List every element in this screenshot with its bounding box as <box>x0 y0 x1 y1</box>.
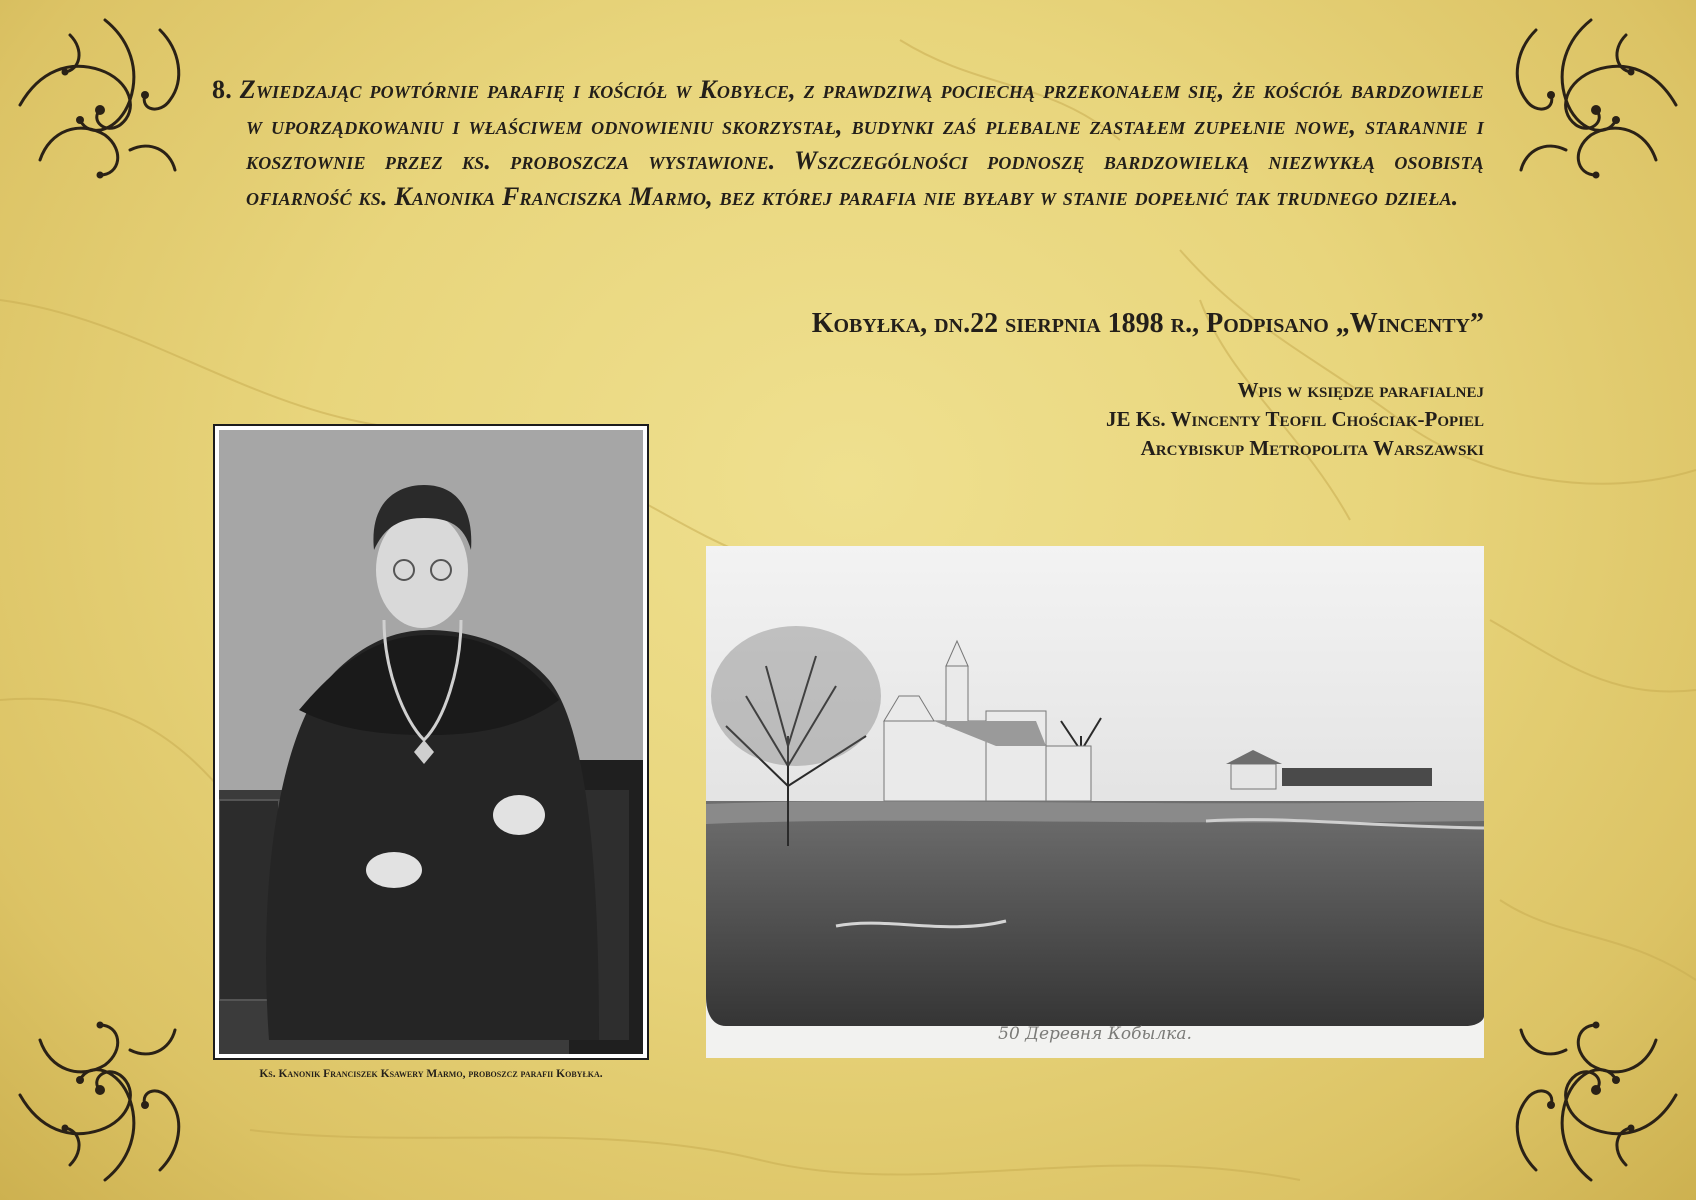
signature-line: Kobyłka, dn.22 sierpnia 1898 r., Podpisano „Wincenty” <box>811 308 1484 339</box>
corner-ornament-bottom-right <box>1496 1015 1686 1190</box>
corner-ornament-top-left <box>10 10 200 185</box>
landscape-photo <box>706 546 1484 1058</box>
paragraph-body: Zwiedzając powtórnie parafię i kościół w Kobyłce, z prawdziwą pociechą przekonałem się, że kościół bardzowiele w uporządkowaniu i właściwem odnowieniu skorzystał, budynki zaś plebalne zastałem zupełnie nowe, starannie i kosztownie przez ks. proboszcza wystawione. Wszczególności podnoszę bardzowielką niezwykłą osobistą ofiarność ks. Kanonika Franciszka Marmo, bez której parafia nie byłaby w stanie dopełnić tak trudnego dzieła. <box>239 75 1484 211</box>
portrait-photo <box>213 424 649 1060</box>
corner-ornament-top-right <box>1496 10 1686 185</box>
paragraph-number: 8. <box>212 75 232 104</box>
main-paragraph <box>212 72 1484 214</box>
source-attribution <box>784 376 1484 463</box>
source-line-2: JE Ks. Wincenty Teofil Chościak-Popiel <box>1105 407 1484 431</box>
landscape-caption: 50 Деревня Кобылка. <box>998 1024 1192 1044</box>
source-line-1: Wpis w księdze parafialnej <box>1237 378 1484 402</box>
landscape-image <box>706 546 1484 1058</box>
portrait-caption: Ks. Kanonik Franciszek Ksawery Marmo, proboszcz parafii Kobyłka. <box>259 1068 603 1080</box>
corner-ornament-bottom-left <box>10 1015 200 1190</box>
portrait-image <box>219 430 643 1054</box>
source-line-3: Arcybiskup Metropolita Warszawski <box>1140 436 1484 460</box>
